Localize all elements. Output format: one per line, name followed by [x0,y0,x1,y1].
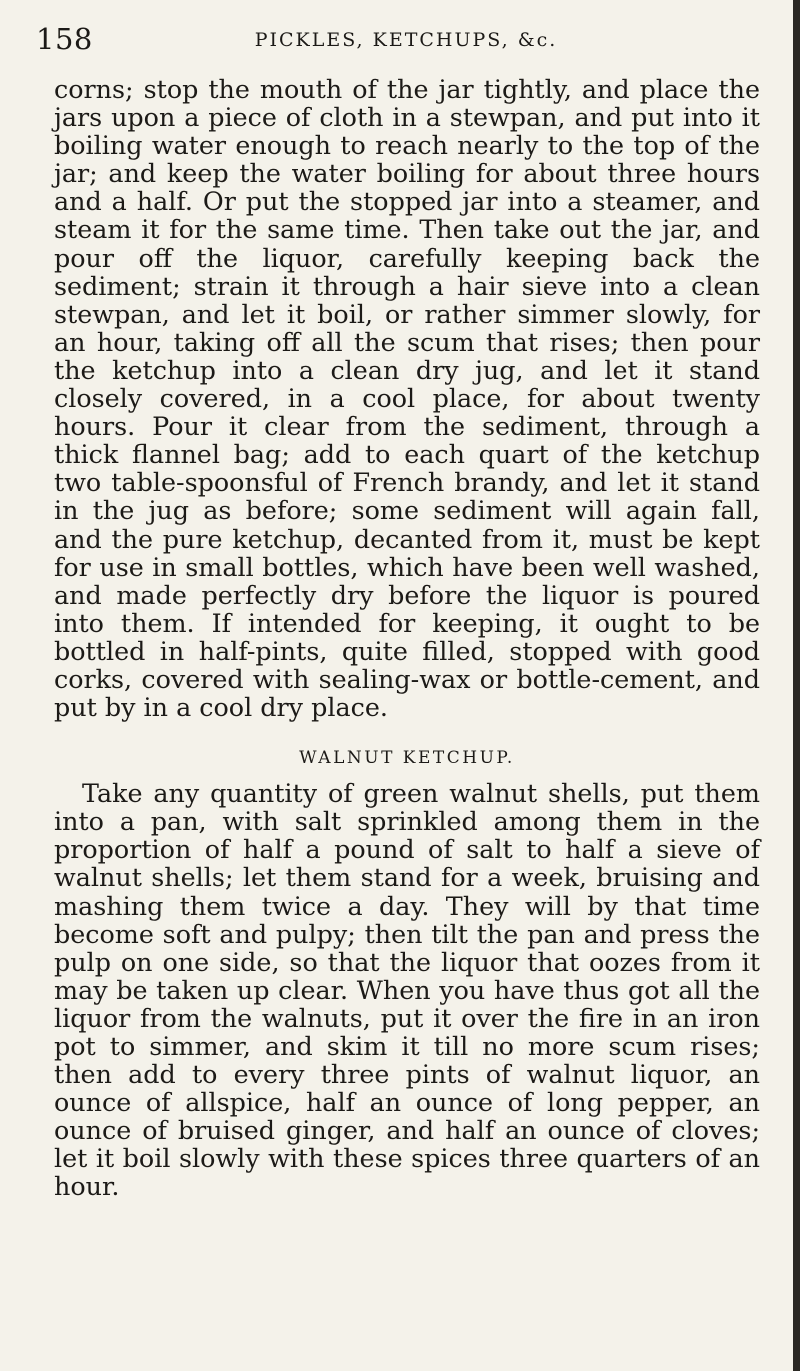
section-heading: WALNUT KETCHUP. [299,748,515,769]
page-edge [793,0,800,1371]
running-title: PICKLES, KETCHUPS, &c. [254,29,558,51]
walnut-ketchup-paragraph: Take any quantity of green walnut shells, put them into a pan, with salt sprinkled among them in the proportion of half a pound of salt to half a sieve of walnut shells; let them stand for a week, bruising and mashing them twice a day. They will by that time become soft and pulpy; then tilt the pan and press the pulp on one side, so that the liquor that oozes from it may be taken up clear. When you have thus got all the liquor from the walnuts, put it over the fire in an iron pot to simmer, and skim it till no more scum rises; then add to every three pints of walnut liquor, an ounce of allspice, half an ounce of long pepper, an ounce of bruised ginger, and half an ounce of cloves; let it boil slowly with these spices three quarters of an hour. [54,778,760,1202]
running-head [36,22,776,62]
body-text [54,75,760,1201]
page-number: 158 [36,22,93,56]
continued-paragraph: corns; stop the mouth of the jar tightly, and place the jars upon a piece of cloth in a stewpan, and put into it boiling water enough to reach nearly to the top of the jar; and keep the water boiling for about three hours and a half. Or put the stopped jar into a steamer, and steam it for the same time. Then take out the jar, and pour off the liquor, carefully keeping back the sediment; strain it through a hair sieve into a clean stewpan, and let it boil, or rather simmer slowly, for an hour, taking off all the scum that rises; then pour the ketchup into a clean dry jug, and let it stand closely covered, in a cool place, for about twenty hours. Pour it clear from the sediment, through a thick flannel bag; add to each quart of the ketchup two table-spoonsful of French brandy, and let it stand in the jug as before; some sediment will again fall, and the pure ketchup, decanted from it, must be kept for use in small bottles, which have been well washed, and made perfectly dry before the liquor is poured into them. If intended for keeping, it ought to be bottled in half-pints, quite filled, stopped with good corks, covered with sealing-wax or bottle-cement, and put by in a cool dry place. [54,74,760,723]
